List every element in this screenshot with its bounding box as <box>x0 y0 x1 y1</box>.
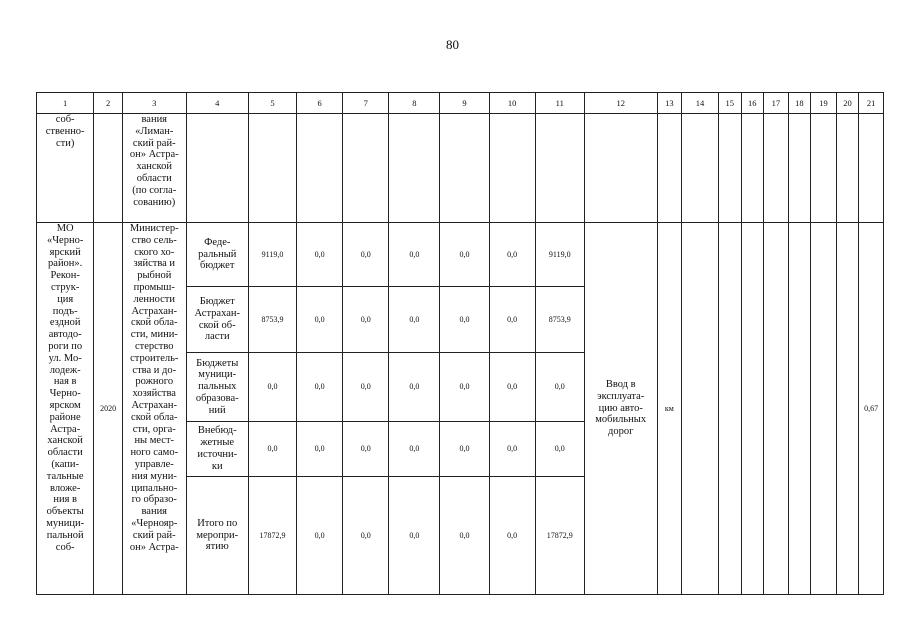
funding-row <box>37 223 884 287</box>
value-cell: 8753,9 <box>535 287 584 353</box>
empty-cell <box>836 114 859 223</box>
empty-cell <box>186 114 248 223</box>
page-number: 80 <box>446 37 459 52</box>
column-number: 14 <box>682 93 719 114</box>
value-cell: 0,0 <box>297 477 343 595</box>
value-cell: 17872,9 <box>535 477 584 595</box>
program-table <box>36 92 884 595</box>
empty-cell <box>741 114 764 223</box>
value-cell: 0,0 <box>440 477 489 595</box>
value-cell: 0,0 <box>440 287 489 353</box>
value-cell: 0,0 <box>343 223 389 287</box>
column-number: 16 <box>741 93 764 114</box>
column-number: 9 <box>440 93 489 114</box>
value-cell: 0,0 <box>489 223 535 287</box>
value-cell: 0,0 <box>297 422 343 477</box>
value-cell: 0,0 <box>440 422 489 477</box>
empty-cell <box>297 114 343 223</box>
column-number: 8 <box>389 93 440 114</box>
column-number: 21 <box>859 93 884 114</box>
value-cell: 0,0 <box>489 477 535 595</box>
empty-cell <box>682 223 719 595</box>
executor-cell: вания «Лиман- ский рай- он» Астра- ханской области (по согла- сованию) <box>123 114 186 223</box>
year-cell: 2020 <box>94 223 123 595</box>
empty-cell <box>343 114 389 223</box>
empty-cell <box>859 114 884 223</box>
object-name-cell: МО «Черно- ярский район». Рекон- струк- ция подъ- ездной автодо- роги по ул. Мо- лодеж- ная в Черно- ярском районе Астра- ханской области (капи- тальные вложе- ния в объекты муници- пальной соб- <box>37 223 94 595</box>
column-number: 4 <box>186 93 248 114</box>
column-number-row <box>37 93 884 114</box>
continuation-row <box>37 114 884 223</box>
empty-cell <box>389 114 440 223</box>
value-cell: 0,0 <box>343 353 389 422</box>
executor-cell: Министер- ство сель- ского хо- зяйства и рыбной промыш- ленности Астрахан- ской обла- сти, мини- стерство строитель- ства и до- рожного хозяйства Астрахан- ской обла- сти, орга- ны мест- ного само- управле- ния муни- ципально- го образо- вания «Чернояр- ский рай- он» Астра- <box>123 223 186 595</box>
column-number: 12 <box>584 93 657 114</box>
empty-cell <box>657 114 682 223</box>
column-number: 19 <box>811 93 837 114</box>
funding-source-cell: Бюджеты муници- пальных образова- ний <box>186 353 248 422</box>
column-number: 11 <box>535 93 584 114</box>
value-cell: 0,0 <box>489 287 535 353</box>
value-cell: 0,0 <box>389 422 440 477</box>
column-number: 13 <box>657 93 682 114</box>
value-cell: 0,0 <box>440 353 489 422</box>
column-number: 7 <box>343 93 389 114</box>
empty-cell <box>788 114 811 223</box>
value-cell: 0,0 <box>343 287 389 353</box>
column-number: 3 <box>123 93 186 114</box>
empty-cell <box>489 114 535 223</box>
object-name-cell: соб- ственно- сти) <box>37 114 94 223</box>
empty-cell <box>764 223 789 595</box>
empty-cell <box>811 114 837 223</box>
value-cell: 0,0 <box>343 422 389 477</box>
column-number: 2 <box>94 93 123 114</box>
empty-cell <box>836 223 859 595</box>
value-cell: 0,0 <box>389 223 440 287</box>
funding-source-cell: Бюджет Астрахан- ской об- ласти <box>186 287 248 353</box>
value-cell: 0,0 <box>440 223 489 287</box>
empty-cell <box>788 223 811 595</box>
empty-cell <box>440 114 489 223</box>
empty-cell <box>718 114 741 223</box>
column-number: 20 <box>836 93 859 114</box>
value-cell: 0,0 <box>389 287 440 353</box>
value-cell: 9119,0 <box>535 223 584 287</box>
value-cell: 0,0 <box>389 477 440 595</box>
empty-cell <box>248 114 296 223</box>
column-number: 15 <box>718 93 741 114</box>
column-number: 18 <box>788 93 811 114</box>
empty-cell <box>682 114 719 223</box>
value-cell: 17872,9 <box>248 477 296 595</box>
funding-source-cell: Итого по меропри- ятию <box>186 477 248 595</box>
value-cell: 0,0 <box>535 422 584 477</box>
empty-cell <box>764 114 789 223</box>
column-number: 5 <box>248 93 296 114</box>
column-number: 1 <box>37 93 94 114</box>
value-cell: 9119,0 <box>248 223 296 287</box>
value-cell: 0,0 <box>489 353 535 422</box>
column-number: 10 <box>489 93 535 114</box>
value-cell: 8753,9 <box>248 287 296 353</box>
empty-cell <box>584 114 657 223</box>
value-cell: 0,0 <box>535 353 584 422</box>
empty-cell <box>811 223 837 595</box>
value-cell: 0,0 <box>343 477 389 595</box>
value-cell: 0,0 <box>489 422 535 477</box>
value-cell: 0,0 <box>248 353 296 422</box>
value-cell: 0,0 <box>297 287 343 353</box>
value-cell: 0,0 <box>297 353 343 422</box>
column-number: 6 <box>297 93 343 114</box>
empty-cell <box>718 223 741 595</box>
empty-cell <box>741 223 764 595</box>
empty-cell <box>535 114 584 223</box>
value-cell: 0,0 <box>389 353 440 422</box>
unit-cell: км <box>657 223 682 595</box>
funding-source-cell: Внебюд- жетные источни- ки <box>186 422 248 477</box>
indicator-name-cell: Ввод в эксплуата- цию авто- мобильных дорог <box>584 223 657 595</box>
value-cell: 0,0 <box>297 223 343 287</box>
column-number: 17 <box>764 93 789 114</box>
indicator-value-cell: 0,67 <box>859 223 884 595</box>
value-cell: 0,0 <box>248 422 296 477</box>
empty-cell <box>94 114 123 223</box>
funding-source-cell: Феде- ральный бюджет <box>186 223 248 287</box>
